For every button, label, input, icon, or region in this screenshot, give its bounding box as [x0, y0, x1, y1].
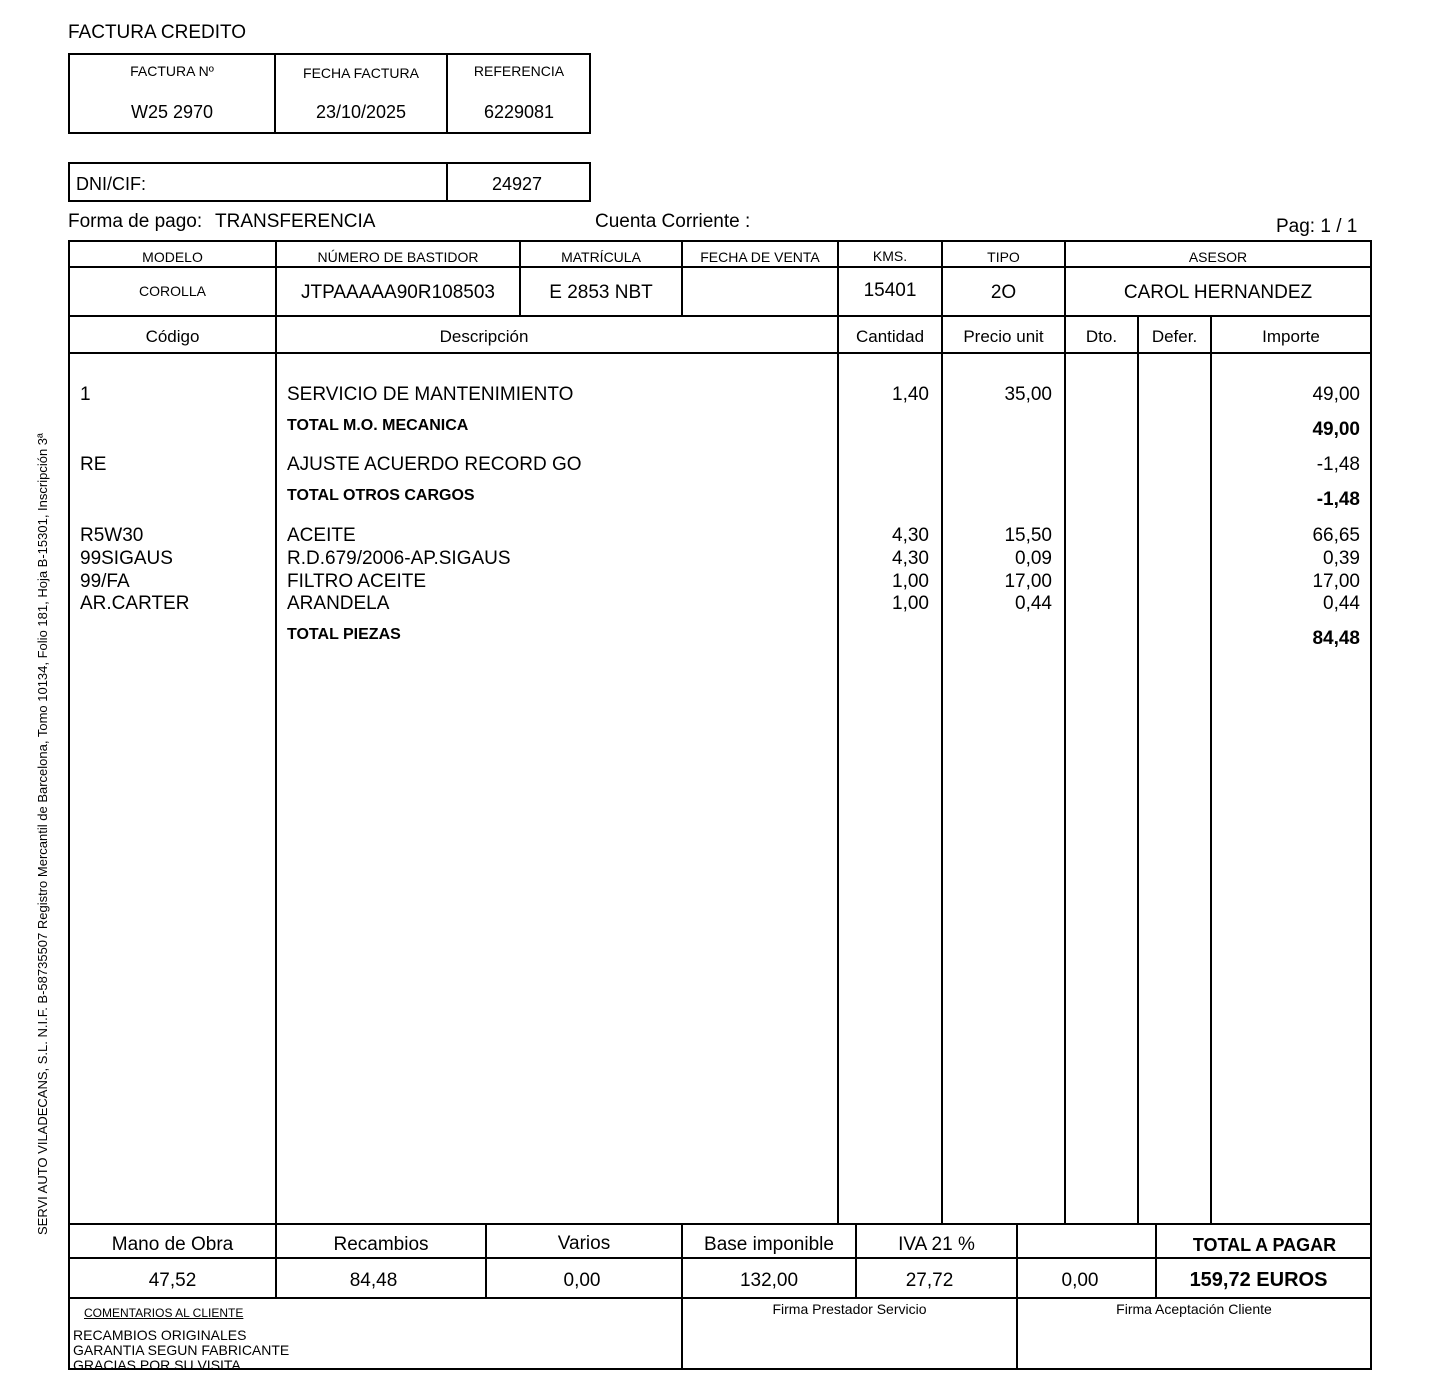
invoice-number-label: FACTURA Nº — [130, 63, 214, 79]
line-code: 1 — [80, 384, 91, 405]
total-to-pay: 159,72 EUROS — [1189, 1269, 1328, 1291]
totals-tax-base: 132,00 — [739, 1270, 799, 1291]
totals-parts: 84,48 — [349, 1270, 398, 1291]
line-description: FILTRO ACEITE — [287, 571, 427, 592]
totals-header-tax-base: Base imponible — [704, 1234, 834, 1255]
line-code: R5W30 — [80, 525, 144, 546]
comment-line: RECAMBIOS ORIGINALES — [73, 1327, 247, 1343]
totals-header-misc: Varios — [557, 1233, 611, 1254]
line-unit-price: 0,44 — [1015, 593, 1052, 614]
vehicle-vin: JTPAAAAA90R108503 — [301, 282, 495, 303]
col-header-unit-price: Precio unit — [963, 327, 1044, 346]
subtotal-amount: -1,48 — [1316, 489, 1360, 510]
line-code: RE — [80, 454, 107, 475]
vehicle-header-type: TIPO — [987, 249, 1020, 265]
line-quantity: 4,30 — [892, 525, 929, 546]
vehicle-header-advisor: ASESOR — [1188, 249, 1248, 265]
vehicle-kms: 15401 — [863, 280, 917, 301]
line-amount: 0,44 — [1323, 593, 1360, 614]
line-description: R.D.679/2006-AP.SIGAUS — [287, 548, 511, 569]
reference-label: REFERENCIA — [473, 63, 565, 79]
col-header-amount: Importe — [1262, 327, 1320, 346]
col-header-description: Descripción — [439, 327, 529, 346]
line-unit-price: 17,00 — [1004, 571, 1052, 592]
vehicle-header-sale-date: FECHA DE VENTA — [700, 249, 820, 265]
invoice-date-label: FECHA FACTURA — [303, 65, 419, 81]
totals-header-vat: IVA 21 % — [898, 1234, 975, 1255]
subtotal-amount: 84,48 — [1312, 628, 1360, 649]
totals-labour: 47,52 — [148, 1270, 197, 1291]
vehicle-type: 2O — [990, 282, 1017, 303]
vehicle-header-kms: KMS. — [872, 248, 908, 264]
line-amount: -1,48 — [1316, 454, 1360, 475]
line-amount: 66,65 — [1312, 525, 1360, 546]
line-quantity: 1,00 — [892, 571, 929, 592]
col-header-code: Código — [145, 327, 200, 346]
comment-line: GRACIAS POR SU VISITA — [73, 1357, 241, 1373]
reference-value: 6229081 — [483, 102, 555, 122]
line-quantity: 1,00 — [892, 593, 929, 614]
vehicle-model: COROLLA — [139, 283, 206, 299]
totals-misc: 0,00 — [563, 1270, 601, 1291]
col-header-deferred: Defer. — [1151, 327, 1198, 346]
line-code: 99SIGAUS — [80, 548, 173, 569]
totals-header-labour: Mano de Obra — [111, 1234, 234, 1255]
main-table — [68, 240, 1372, 1370]
line-unit-price: 35,00 — [1004, 384, 1052, 405]
line-code: AR.CARTER — [80, 593, 190, 614]
line-unit-price: 0,09 — [1015, 548, 1052, 569]
account-label: Cuenta Corriente : — [595, 211, 751, 232]
vehicle-header-model: MODELO — [142, 249, 203, 265]
provider-signature-label: Firma Prestador Servicio — [772, 1301, 927, 1317]
vehicle-advisor: CAROL HERNANDEZ — [1123, 282, 1313, 303]
line-description: ARANDELA — [287, 593, 390, 614]
vehicle-plate: E 2853 NBT — [549, 282, 653, 303]
line-unit-price: 15,50 — [1004, 525, 1052, 546]
subtotal-label: TOTAL OTROS CARGOS — [287, 487, 475, 504]
line-quantity: 1,40 — [892, 384, 929, 405]
payment-label: Forma de pago: — [68, 211, 203, 232]
col-header-quantity: Cantidad — [855, 327, 925, 346]
vehicle-header-plate: MATRÍCULA — [561, 249, 641, 265]
vehicle-header-vin: NÚMERO DE BASTIDOR — [317, 249, 479, 265]
col-header-discount: Dto. — [1085, 327, 1118, 346]
subtotal-amount: 49,00 — [1312, 419, 1360, 440]
client-signature-label: Firma Aceptación Cliente — [1116, 1301, 1272, 1317]
subtotal-label: TOTAL M.O. MECANICA — [287, 417, 469, 434]
line-amount: 17,00 — [1312, 571, 1360, 592]
invoice-date: 23/10/2025 — [315, 102, 407, 122]
company-registry-text: SERVI AUTO VILADECANS, S.L. N.I.F. B-58735507 Registro Mercantil de Barcelona, Tomo 10134, Folio 181, Hoja B-15301, Inscripción 3ª — [35, 433, 50, 1235]
line-amount: 49,00 — [1312, 384, 1360, 405]
line-description: SERVICIO DE MANTENIMIENTO — [287, 384, 574, 405]
line-description: AJUSTE ACUERDO RECORD GO — [287, 454, 582, 475]
comments-label: COMENTARIOS AL CLIENTE — [84, 1306, 244, 1320]
page-number: Pag: 1 / 1 — [1276, 216, 1358, 237]
dni-value: 24927 — [491, 174, 543, 194]
dni-label: DNI/CIF: — [76, 174, 146, 194]
line-code: 99/FA — [80, 571, 130, 592]
comment-line: GARANTIA SEGUN FABRICANTE — [73, 1342, 290, 1358]
line-quantity: 4,30 — [892, 548, 929, 569]
payment-method: TRANSFERENCIA — [215, 211, 376, 232]
totals-other: 0,00 — [1061, 1270, 1099, 1291]
line-amount: 0,39 — [1323, 548, 1360, 569]
totals-vat: 27,72 — [905, 1270, 954, 1291]
totals-header-total: TOTAL A PAGAR — [1192, 1235, 1337, 1255]
totals-header-parts: Recambios — [333, 1234, 429, 1255]
document-title: FACTURA CREDITO — [68, 22, 247, 43]
line-description: ACEITE — [287, 525, 356, 546]
invoice-number: W25 2970 — [130, 102, 214, 122]
subtotal-label: TOTAL PIEZAS — [287, 626, 401, 643]
